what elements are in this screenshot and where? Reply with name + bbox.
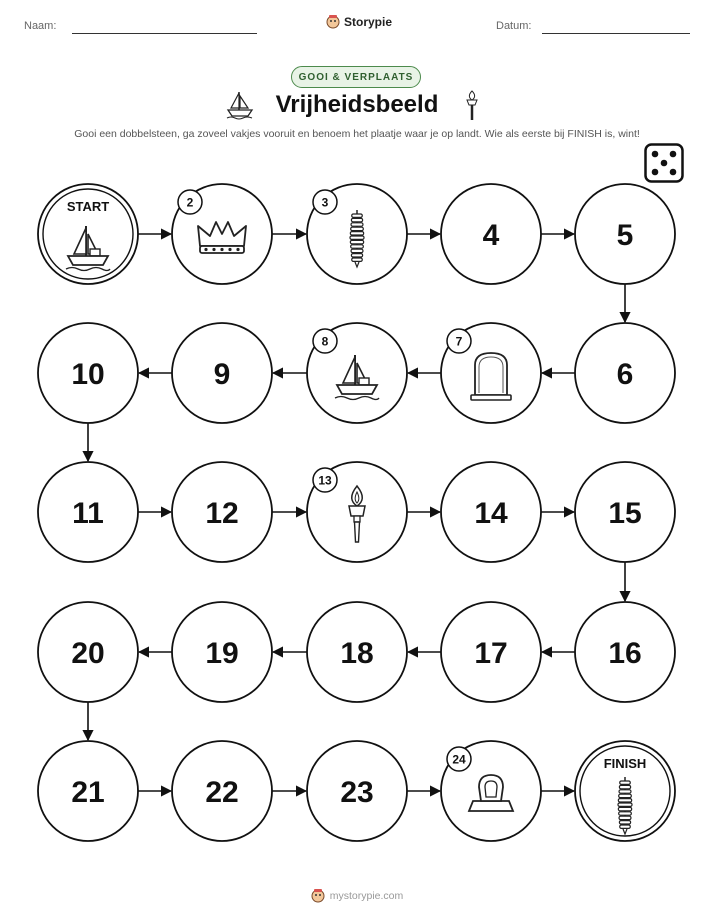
board-cell[interactable] xyxy=(172,602,272,702)
board-cell[interactable] xyxy=(307,741,407,841)
cell-number: 19 xyxy=(205,637,239,670)
cell-number: 13 xyxy=(318,473,332,488)
board-cell[interactable] xyxy=(441,462,541,562)
cell-number: 5 xyxy=(616,219,634,252)
cell-number: 22 xyxy=(205,776,239,809)
cell-label: START xyxy=(66,199,110,214)
board-cell[interactable] xyxy=(172,462,272,562)
finish-cell[interactable] xyxy=(575,741,675,841)
cell-number: 18 xyxy=(340,637,374,670)
footer-url[interactable]: mystorypie.com xyxy=(329,889,404,902)
cell-number: 9 xyxy=(213,358,231,391)
board-cell[interactable] xyxy=(38,602,138,702)
cell-number: 2 xyxy=(186,195,194,210)
cell-number: 14 xyxy=(474,497,508,530)
spine-icon xyxy=(350,210,364,267)
cell-number: 23 xyxy=(340,776,374,809)
cell-number: 20 xyxy=(71,637,105,670)
board-cell[interactable] xyxy=(575,462,675,562)
board-cell[interactable] xyxy=(38,323,138,423)
board-cell[interactable] xyxy=(38,462,138,562)
cell-number: 12 xyxy=(205,497,239,530)
board-cell[interactable] xyxy=(575,602,675,702)
activity-badge: GOOI & VERPLAATS xyxy=(291,66,421,88)
board-cell[interactable] xyxy=(172,741,272,841)
brand-name: Storypie xyxy=(344,14,393,29)
cell-number: 8 xyxy=(321,334,329,349)
instructions: Gooi een dobbelsteen, ga zoveel vakjes vooruit en benoem het plaatje waar je op landt. Wie als eerste bij FINISH is, wint! xyxy=(74,128,640,140)
board-cell[interactable] xyxy=(441,602,541,702)
start-cell[interactable] xyxy=(38,184,138,284)
board-cell[interactable] xyxy=(441,323,541,423)
cell-number: 4 xyxy=(482,219,500,252)
tablet-icon xyxy=(471,353,511,400)
board-cell[interactable] xyxy=(38,741,138,841)
board-cell[interactable] xyxy=(575,184,675,284)
footer-mascot-icon xyxy=(311,888,325,903)
spine-icon xyxy=(618,777,632,834)
page-title: Vrijheidsbeeld xyxy=(275,91,439,118)
board-cell[interactable] xyxy=(307,184,407,284)
cell-number: 24 xyxy=(452,752,466,767)
board-cell[interactable] xyxy=(307,462,407,562)
name-label: Naam: xyxy=(24,20,57,32)
board-cell[interactable] xyxy=(441,184,541,284)
cell-number: 10 xyxy=(71,358,105,391)
cell-number: 16 xyxy=(608,637,642,670)
board-cell[interactable] xyxy=(172,184,272,284)
cell-number: 15 xyxy=(608,497,642,530)
cell-label: FINISH xyxy=(603,756,647,771)
date-label: Datum: xyxy=(496,20,532,32)
board-cell[interactable] xyxy=(307,602,407,702)
board-cells xyxy=(38,184,675,841)
board-cell[interactable] xyxy=(172,323,272,423)
footer xyxy=(0,888,714,903)
cell-number: 17 xyxy=(474,637,508,670)
cell-number: 11 xyxy=(72,497,104,530)
board-cell[interactable] xyxy=(441,741,541,841)
board-cell[interactable] xyxy=(575,323,675,423)
board-cell[interactable] xyxy=(307,323,407,423)
cell-number: 21 xyxy=(71,776,105,809)
cell-number: 6 xyxy=(616,358,634,391)
cell-number: 7 xyxy=(455,334,463,349)
cell-number: 3 xyxy=(321,195,329,210)
